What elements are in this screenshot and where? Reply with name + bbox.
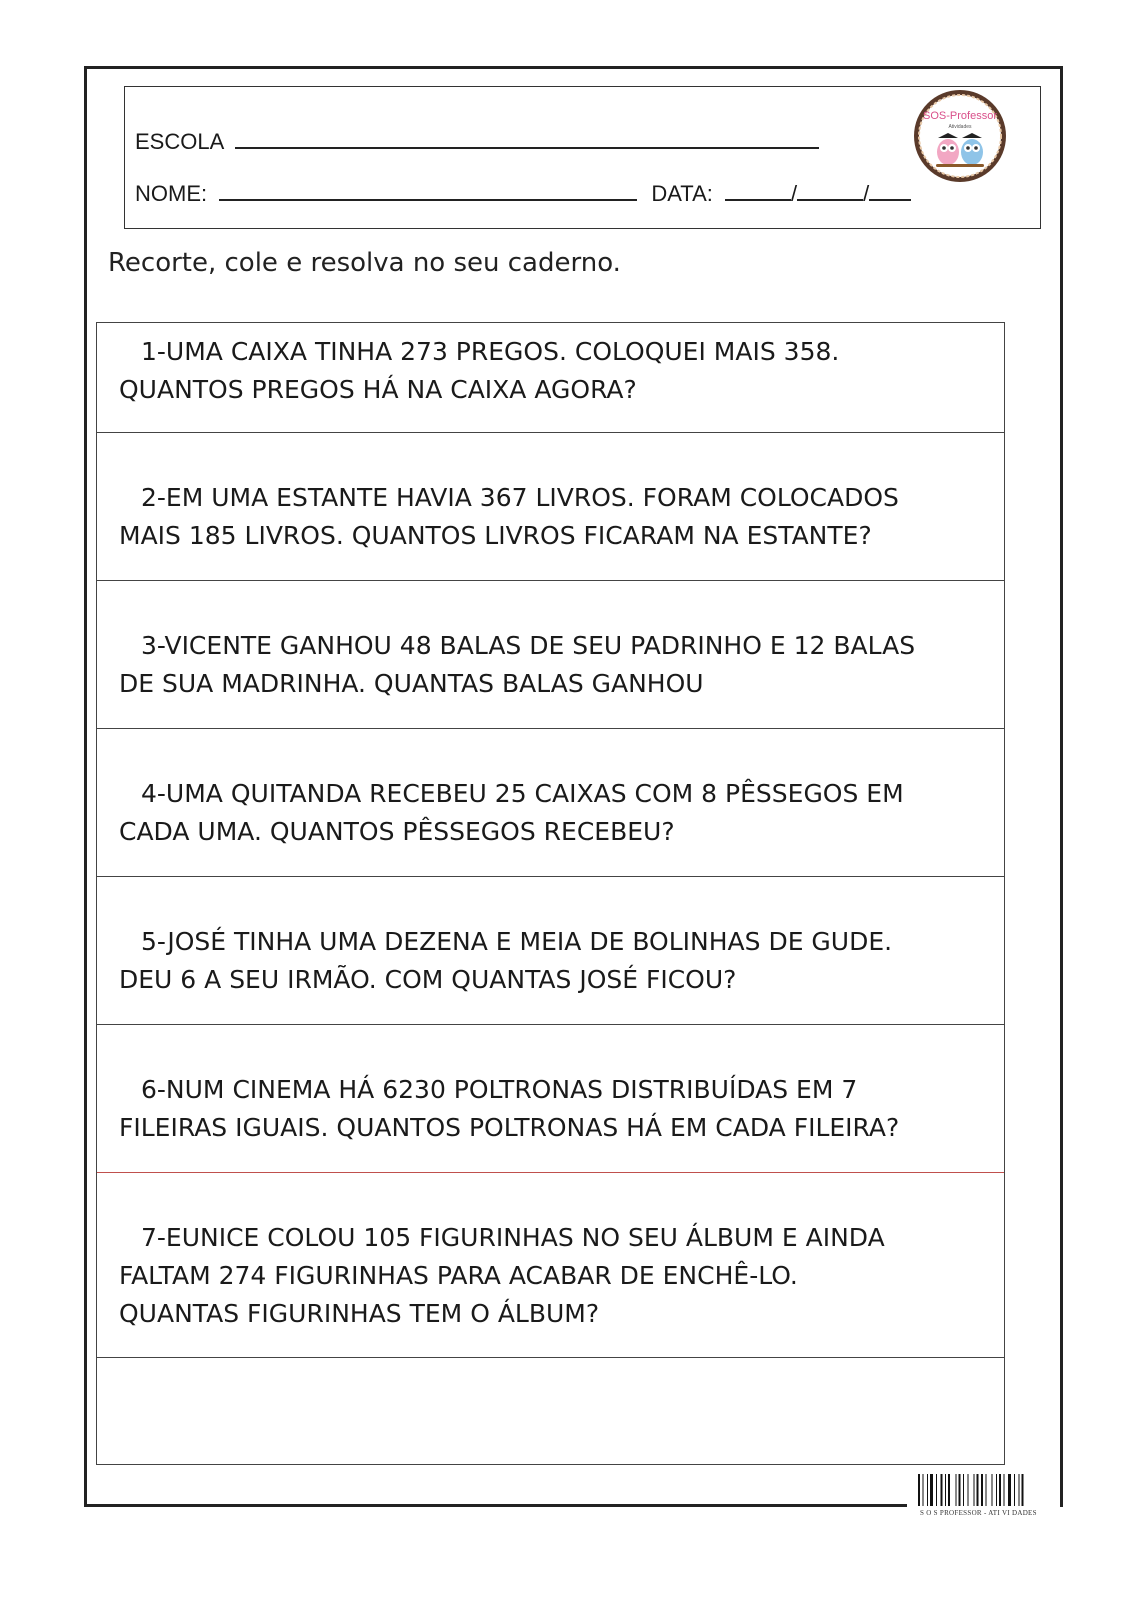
name-date-line xyxy=(135,179,911,207)
problem-text: 4-UMA QUITANDA RECEBEU 25 CAIXAS COM 8 PÊSSEGOS EM CADA UMA. QUANTOS PÊSSEGOS RECEBEU? xyxy=(119,779,904,846)
problem-text: 5-JOSÉ TINHA UMA DEZENA E MEIA DE BOLINHAS DE GUDE. DEU 6 A SEU IRMÃO. COM QUANTAS JOSÉ FICOU? xyxy=(119,927,893,994)
page-frame-corner-tick xyxy=(1060,1490,1063,1504)
barcode-bar xyxy=(999,1474,1001,1506)
problem-text: 6-NUM CINEMA HÁ 6230 POLTRONAS DISTRIBUÍDAS EM 7 FILEIRAS IGUAIS. QUANTOS POLTRONAS HÁ EM CADA FILEIRA? xyxy=(119,1075,900,1142)
problem-row xyxy=(97,433,1004,581)
barcode-bar xyxy=(941,1474,943,1506)
barcode-bar xyxy=(923,1474,924,1506)
blue-owl-icon xyxy=(961,133,983,165)
barcode-bar xyxy=(981,1474,983,1506)
barcode-bar xyxy=(1014,1474,1015,1506)
pink-owl-icon xyxy=(937,133,959,165)
page-frame-bottom-line xyxy=(84,1504,907,1507)
school-blank xyxy=(235,127,819,149)
problem-text: 7-EUNICE COLOU 105 FIGURINHAS NO SEU ÁLBUM E AINDA FALTAM 274 FIGURINHAS PARA ACABAR DE ENCHÊ-LO. QUANTAS FIGURINHAS TEM O ÁLBUM? xyxy=(119,1223,885,1328)
date-year-blank xyxy=(869,179,911,201)
date-day-blank xyxy=(725,179,791,201)
name-label: NOME: xyxy=(135,181,208,206)
school-label: ESCOLA xyxy=(135,129,224,154)
problem-text: 2-EM UMA ESTANTE HAVIA 367 LIVROS. FORAM COLOCADOS MAIS 185 LIVROS. QUANTOS LIVROS FICARAM NA ESTANTE? xyxy=(119,483,899,550)
problems-table xyxy=(96,322,1005,1465)
date-separator: / xyxy=(863,181,870,206)
problem-row xyxy=(97,729,1004,877)
barcode-bar xyxy=(956,1474,957,1506)
problem-row xyxy=(97,581,1004,729)
barcode-bar xyxy=(945,1474,946,1506)
problem-row xyxy=(97,1025,1004,1173)
barcode-bar xyxy=(968,1474,969,1506)
instruction-text: Recorte, cole e resolva no seu caderno. xyxy=(108,248,621,278)
problem-text: 3-VICENTE GANHOU 48 BALAS DE SEU PADRINHO E 12 BALAS DE SUA MADRINHA. QUANTAS BALAS GANHOU xyxy=(119,631,916,698)
header-box xyxy=(124,86,1041,229)
logo-subtitle-text: Atividades xyxy=(948,124,972,130)
barcode-bar xyxy=(959,1474,961,1506)
barcode-bar xyxy=(936,1474,937,1506)
barcode-bar xyxy=(963,1474,964,1506)
problem-row xyxy=(97,1173,1004,1358)
barcode-bar xyxy=(977,1474,979,1506)
barcode-bar xyxy=(986,1474,987,1506)
school-line xyxy=(135,127,819,155)
barcode-bar xyxy=(927,1474,928,1506)
barcode-bar xyxy=(948,1474,950,1506)
barcode-bar xyxy=(1004,1474,1005,1506)
problem-row xyxy=(97,323,1004,433)
problem-text: 1-UMA CAIXA TINHA 273 PREGOS. COLOQUEI MAIS 358. QUANTOS PREGOS HÁ NA CAIXA AGORA? xyxy=(119,337,840,404)
barcode-bar xyxy=(930,1474,933,1506)
barcode-caption: S O S PROFESSOR - ATI VI DADES xyxy=(920,1509,1037,1517)
barcode-bar xyxy=(996,1474,997,1506)
barcode-icon xyxy=(918,1474,1056,1506)
barcode-bar xyxy=(992,1474,993,1506)
date-month-blank xyxy=(797,179,863,201)
barcode-bar xyxy=(1019,1474,1020,1506)
date-label: DATA: xyxy=(651,181,713,206)
barcode-bar xyxy=(974,1474,975,1506)
logo-title-text: SOS-Professor xyxy=(923,110,997,122)
logo-branch-icon xyxy=(936,164,984,167)
sos-professor-logo xyxy=(912,88,1008,184)
problem-row xyxy=(97,877,1004,1025)
date-separator: / xyxy=(791,181,798,206)
empty-row xyxy=(97,1358,1004,1464)
barcode-bar xyxy=(918,1474,920,1506)
barcode-bar xyxy=(1022,1474,1024,1506)
barcode-bar xyxy=(1008,1474,1011,1506)
name-blank xyxy=(219,179,637,201)
